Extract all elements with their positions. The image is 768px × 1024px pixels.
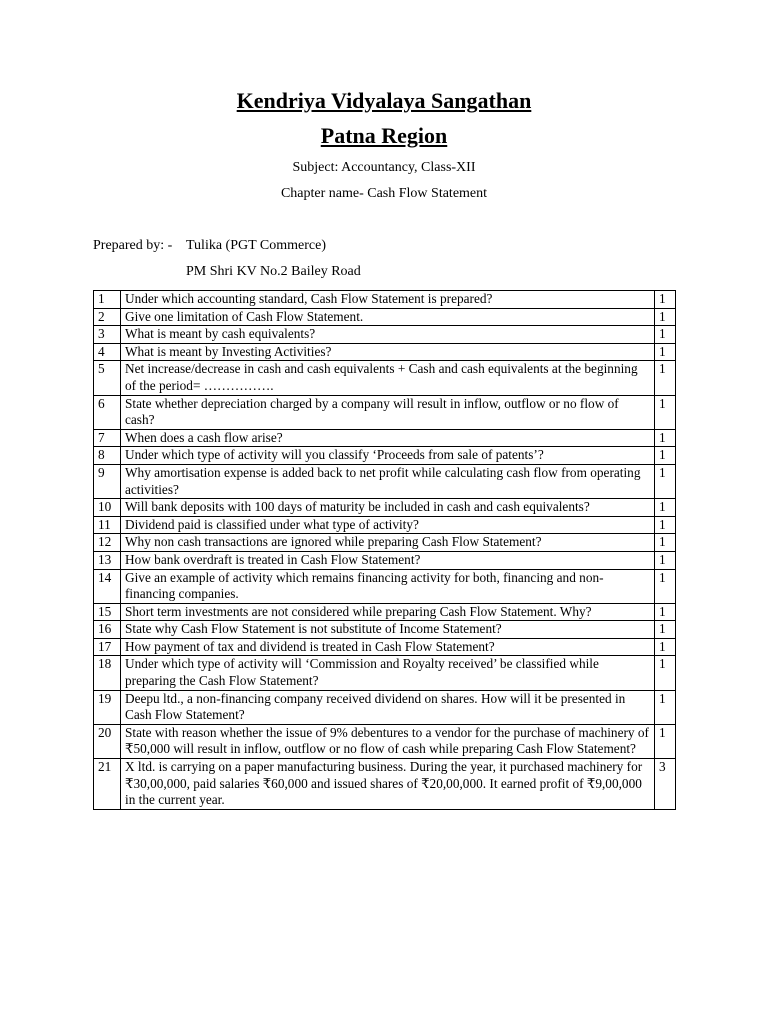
question-row	[94, 724, 676, 758]
question-text: State whether depreciation charged by a company will result in inflow, outflow or no flow of cash?	[121, 395, 655, 429]
question-number: 6	[94, 395, 121, 429]
question-marks: 1	[655, 343, 676, 361]
question-marks: 1	[655, 308, 676, 326]
question-marks: 3	[655, 759, 676, 810]
question-row	[94, 326, 676, 344]
question-row	[94, 343, 676, 361]
question-number: 18	[94, 656, 121, 690]
question-row	[94, 534, 676, 552]
question-marks: 1	[655, 326, 676, 344]
question-text: Net increase/decrease in cash and cash equivalents + Cash and cash equivalents at the beginning of the period= …………….	[121, 361, 655, 395]
question-row	[94, 551, 676, 569]
question-number: 21	[94, 759, 121, 810]
question-row	[94, 759, 676, 810]
question-marks: 1	[655, 603, 676, 621]
question-row	[94, 291, 676, 309]
question-marks: 1	[655, 361, 676, 395]
question-number: 8	[94, 447, 121, 465]
question-marks: 1	[655, 291, 676, 309]
question-marks: 1	[655, 499, 676, 517]
question-text: When does a cash flow arise?	[121, 429, 655, 447]
question-text: Under which type of activity will you classify ‘Proceeds from sale of patents’?	[121, 447, 655, 465]
question-marks: 1	[655, 429, 676, 447]
question-number: 12	[94, 534, 121, 552]
question-row	[94, 621, 676, 639]
question-row	[94, 395, 676, 429]
question-marks: 1	[655, 621, 676, 639]
organization-title: Kendriya Vidyalaya Sangathan	[236, 88, 532, 113]
question-number: 2	[94, 308, 121, 326]
question-marks: 1	[655, 569, 676, 603]
preparer-school: PM Shri KV No.2 Bailey Road	[186, 264, 361, 279]
question-number: 1	[94, 291, 121, 309]
question-text: Short term investments are not considered while preparing Cash Flow Statement. Why?	[121, 603, 655, 621]
question-row	[94, 690, 676, 724]
question-text: How bank overdraft is treated in Cash Flow Statement?	[121, 551, 655, 569]
question-row	[94, 656, 676, 690]
question-text: State why Cash Flow Statement is not substitute of Income Statement?	[121, 621, 655, 639]
question-number: 20	[94, 724, 121, 758]
region-title: Patna Region	[320, 123, 448, 148]
question-text: Why amortisation expense is added back to net profit while calculating cash flow from operating activities?	[121, 464, 655, 498]
question-number: 11	[94, 516, 121, 534]
question-row	[94, 361, 676, 395]
question-marks: 1	[655, 534, 676, 552]
question-row	[94, 516, 676, 534]
question-row	[94, 429, 676, 447]
question-text: Dividend paid is classified under what type of activity?	[121, 516, 655, 534]
question-number: 7	[94, 429, 121, 447]
question-text: Give one limitation of Cash Flow Statement.	[121, 308, 655, 326]
question-marks: 1	[655, 464, 676, 498]
preparer-name: Tulika (PGT Commerce)	[186, 238, 326, 253]
question-row	[94, 308, 676, 326]
question-text: State with reason whether the issue of 9% debentures to a vendor for the purchase of machinery of ₹50,000 will result in inflow, outflow or no flow of cash while preparing Cash Flow Statement?	[121, 724, 655, 758]
question-text: What is meant by Investing Activities?	[121, 343, 655, 361]
question-text: What is meant by cash equivalents?	[121, 326, 655, 344]
prepared-by-label: Prepared by: -	[93, 238, 173, 253]
question-marks: 1	[655, 690, 676, 724]
question-text: Under which type of activity will ‘Commission and Royalty received’ be classified while preparing the Cash Flow Statement?	[121, 656, 655, 690]
question-table	[93, 290, 676, 810]
question-text: How payment of tax and dividend is treated in Cash Flow Statement?	[121, 638, 655, 656]
question-row	[94, 447, 676, 465]
question-number: 3	[94, 326, 121, 344]
subject-line: Subject: Accountancy, Class-XII	[292, 160, 476, 175]
question-number: 15	[94, 603, 121, 621]
question-text: Give an example of activity which remains financing activity for both, financing and non-financing companies.	[121, 569, 655, 603]
question-number: 19	[94, 690, 121, 724]
question-text: X ltd. is carrying on a paper manufacturing business. During the year, it purchased machinery for ₹30,00,000, paid salaries ₹60,000 and issued shares of ₹20,00,000. It earned profit of ₹9,00,000 in the current year.	[121, 759, 655, 810]
question-marks: 1	[655, 447, 676, 465]
question-row	[94, 569, 676, 603]
chapter-line: Chapter name- Cash Flow Statement	[280, 186, 488, 201]
question-row	[94, 638, 676, 656]
question-marks: 1	[655, 638, 676, 656]
question-number: 10	[94, 499, 121, 517]
question-row	[94, 603, 676, 621]
question-number: 16	[94, 621, 121, 639]
question-text: Why non cash transactions are ignored while preparing Cash Flow Statement?	[121, 534, 655, 552]
question-number: 9	[94, 464, 121, 498]
question-number: 5	[94, 361, 121, 395]
question-number: 13	[94, 551, 121, 569]
question-text: Deepu ltd., a non-financing company received dividend on shares. How will it be presented in Cash Flow Statement?	[121, 690, 655, 724]
question-number: 4	[94, 343, 121, 361]
question-marks: 1	[655, 395, 676, 429]
question-row	[94, 499, 676, 517]
question-text: Under which accounting standard, Cash Flow Statement is prepared?	[121, 291, 655, 309]
question-number: 14	[94, 569, 121, 603]
question-marks: 1	[655, 724, 676, 758]
question-marks: 1	[655, 551, 676, 569]
question-marks: 1	[655, 656, 676, 690]
question-number: 17	[94, 638, 121, 656]
question-marks: 1	[655, 516, 676, 534]
question-text: Will bank deposits with 100 days of maturity be included in cash and cash equivalents?	[121, 499, 655, 517]
question-row	[94, 464, 676, 498]
